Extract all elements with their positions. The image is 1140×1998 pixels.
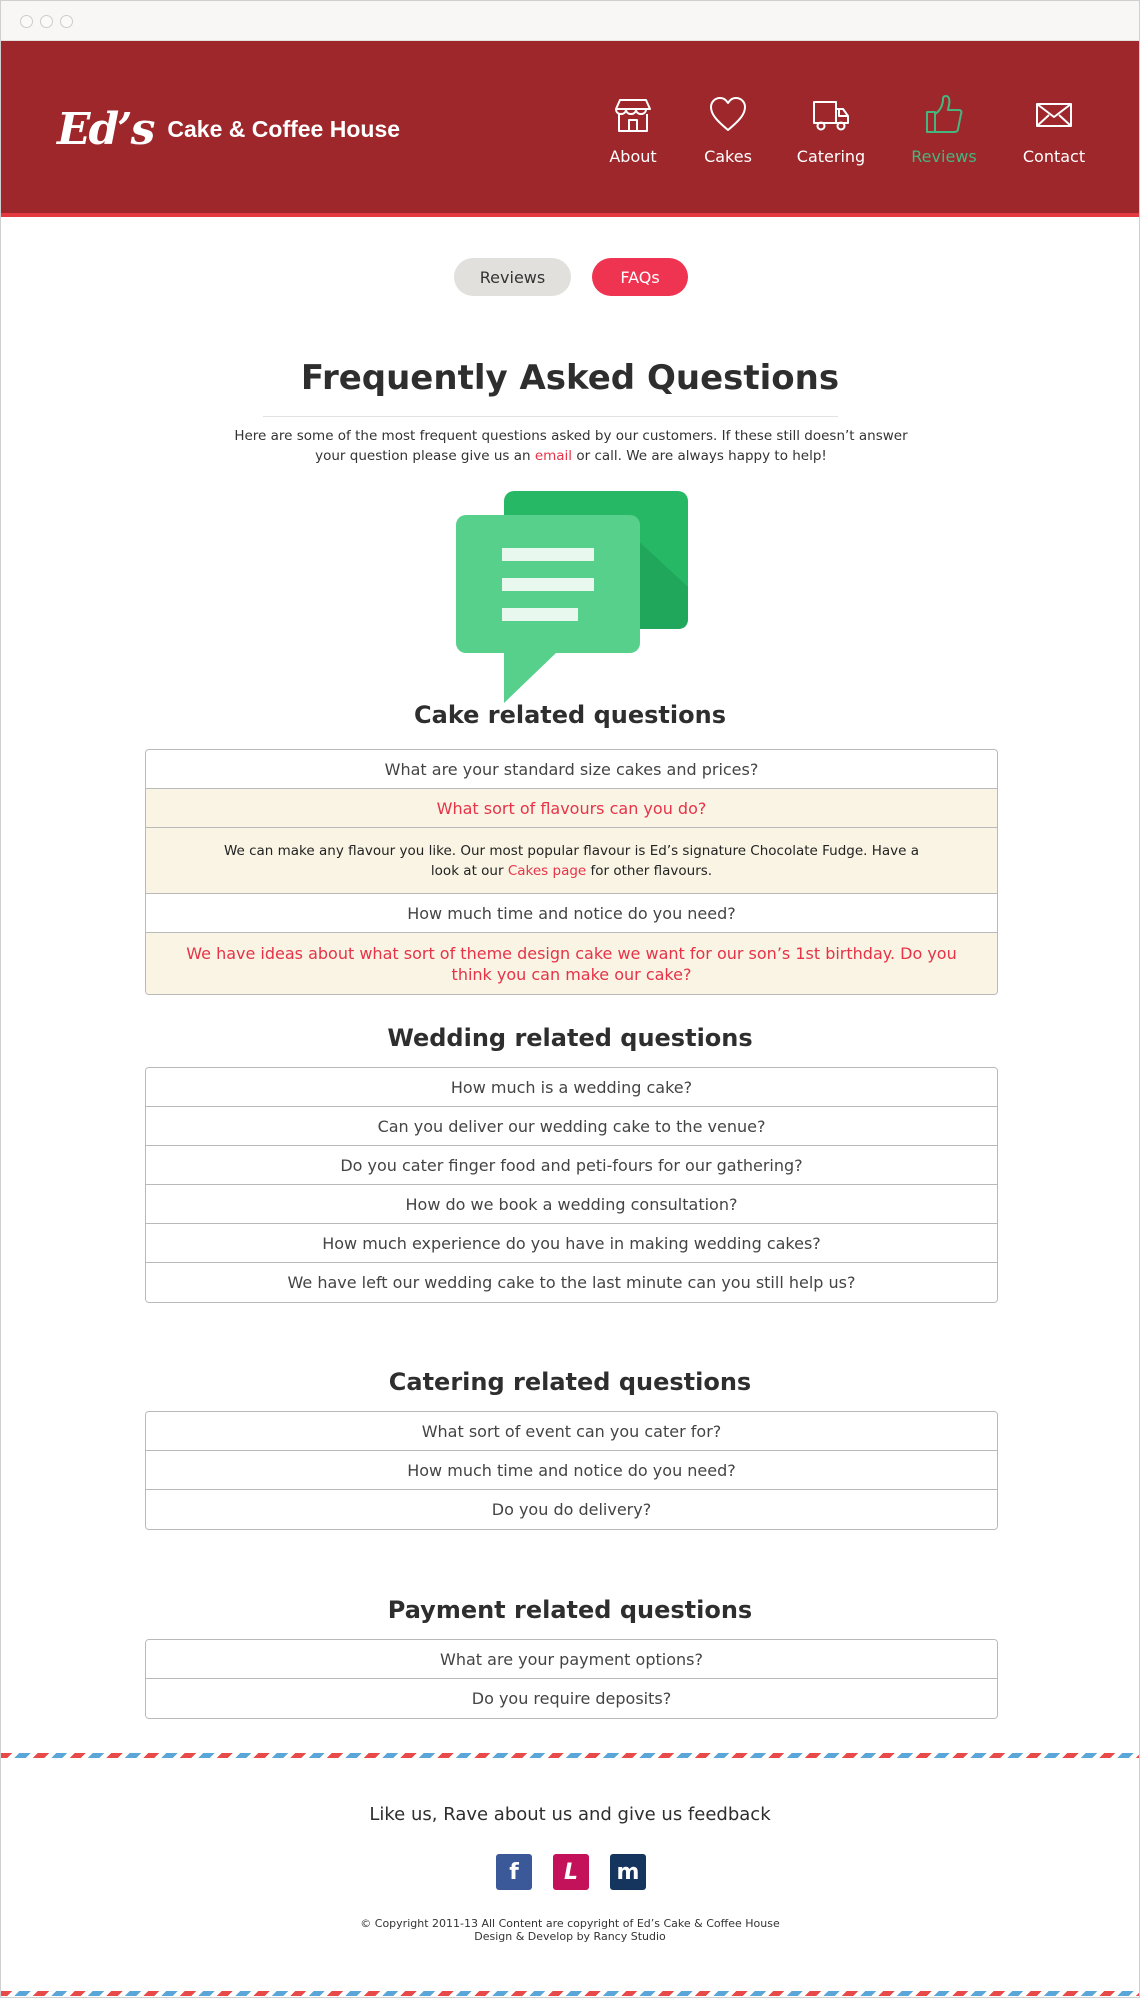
airmail-stripe-top: [1, 1753, 1139, 1758]
logo-mark: Ed’s: [57, 103, 154, 155]
payment-section-title: Payment related questions: [387, 1596, 753, 1624]
zoom-window-button[interactable]: [60, 15, 73, 28]
catering-section-title: Catering related questions: [388, 1368, 752, 1396]
faq-question[interactable]: Do you require deposits?: [146, 1679, 997, 1718]
close-window-button[interactable]: [20, 15, 33, 28]
shop-icon: [613, 95, 653, 135]
chat-bubbles-icon: [456, 491, 688, 703]
wedding-section-title: Wedding related questions: [387, 1024, 753, 1052]
intro-text-start: Here are some of the most frequent questions asked by our customers. If these still doesn’t answer your question please give us an: [234, 428, 908, 464]
copyright: [1, 1917, 1139, 1943]
faq-question[interactable]: How much experience do you have in making wedding cakes?: [146, 1224, 997, 1263]
tab-faqs[interactable]: FAQs: [592, 258, 688, 296]
airmail-stripe-bottom: [1, 1991, 1139, 1996]
cake-faq-list: [145, 749, 998, 995]
faq-question-open[interactable]: We have ideas about what sort of theme design cake we want for our son’s 1st birthday. Do you think you can make our cake?: [146, 933, 997, 994]
faq-question-open[interactable]: What sort of flavours can you do?: [146, 789, 997, 828]
logo-text: Cake & Coffee House: [167, 115, 401, 142]
payment-faq-list: [145, 1639, 998, 1719]
mouthshut-icon[interactable]: [610, 1854, 646, 1890]
nav-label-cakes: Cakes: [704, 147, 752, 166]
faq-question[interactable]: We have left our wedding cake to the last minute can you still help us?: [146, 1263, 997, 1302]
site-logo[interactable]: [57, 99, 400, 159]
mouthshut-glyph: m: [616, 1859, 640, 1885]
intro-text: [221, 426, 921, 466]
nav-label-reviews: Reviews: [911, 147, 977, 166]
heart-icon: [708, 95, 748, 135]
faq-question[interactable]: How much time and notice do you need?: [146, 894, 997, 933]
site-header: [1, 41, 1139, 217]
truck-icon: [811, 95, 851, 135]
catering-faq-list: [145, 1411, 998, 1530]
tab-reviews[interactable]: Reviews: [454, 258, 571, 296]
faq-question[interactable]: What are your payment options?: [146, 1640, 997, 1679]
nav-label-about: About: [609, 147, 657, 166]
credit-text: Design & Develop by Rancy Studio: [474, 1930, 666, 1943]
lovemoney-icon[interactable]: [553, 1854, 589, 1890]
lovemoney-glyph: L: [563, 1859, 579, 1885]
facebook-glyph: f: [509, 1859, 519, 1885]
nav-label-contact: Contact: [1022, 147, 1086, 166]
title-divider: [263, 416, 838, 417]
faq-answer-text-start: We can make any flavour you like. Our most popular flavour is Ed’s signature Chocolate Fudge. Have a look at our: [223, 842, 920, 879]
nav-label-catering: Catering: [796, 147, 866, 166]
thumbs-up-icon: [924, 95, 964, 135]
nav-item-catering[interactable]: [776, 95, 886, 166]
faq-answer-text-end: for other flavours.: [586, 862, 713, 879]
faq-question[interactable]: Can you deliver our wedding cake to the venue?: [146, 1107, 997, 1146]
facebook-icon[interactable]: [496, 1854, 532, 1890]
faq-question[interactable]: What are your standard size cakes and prices?: [146, 750, 997, 789]
faq-question[interactable]: How much is a wedding cake?: [146, 1068, 997, 1107]
minimize-window-button[interactable]: [40, 15, 53, 28]
cake-section-title: Cake related questions: [414, 701, 726, 729]
wedding-faq-list: [145, 1067, 998, 1303]
email-link[interactable]: email: [534, 448, 573, 464]
intro-text-end: or call. We are always happy to help!: [572, 448, 827, 464]
window-titlebar: [1, 1, 1139, 41]
faq-question[interactable]: How do we book a wedding consultation?: [146, 1185, 997, 1224]
faq-question[interactable]: What sort of event can you cater for?: [146, 1412, 997, 1451]
page-title: Frequently Asked Questions: [300, 358, 840, 398]
copyright-text: © Copyright 2011-13 All Content are copyright of Ed’s Cake & Coffee House: [360, 1917, 780, 1930]
nav-item-reviews[interactable]: [889, 95, 999, 166]
faq-answer: [146, 828, 997, 894]
faq-question[interactable]: How much time and notice do you need?: [146, 1451, 997, 1490]
cakes-page-link[interactable]: Cakes page: [507, 862, 587, 879]
faq-question[interactable]: Do you do delivery?: [146, 1490, 997, 1529]
footer-tagline: Like us, Rave about us and give us feedback: [369, 1804, 771, 1825]
nav-item-about[interactable]: [578, 95, 688, 166]
nav-item-cakes[interactable]: [673, 95, 783, 166]
nav-item-contact[interactable]: [999, 95, 1109, 166]
envelope-icon: [1034, 95, 1074, 135]
faq-question[interactable]: Do you cater finger food and peti-fours for our gathering?: [146, 1146, 997, 1185]
